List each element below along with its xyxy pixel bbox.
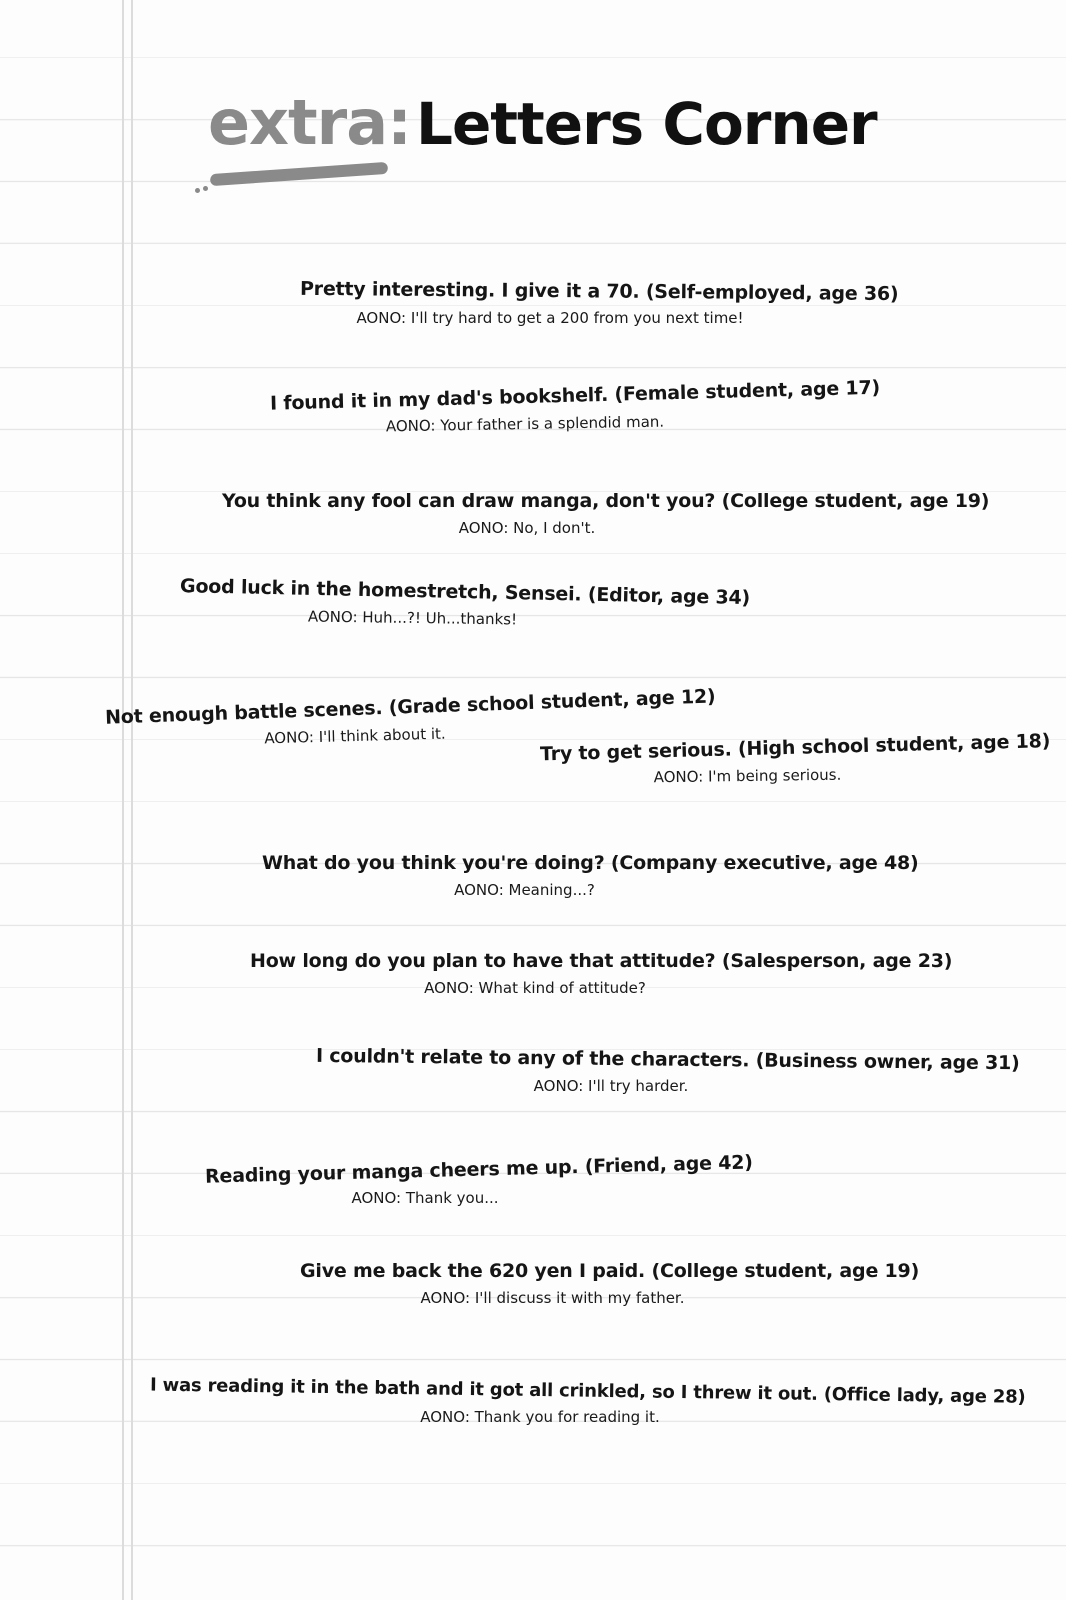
reader-letter: How long do you plan to have that attitude? (Salesperson, age 23): [250, 950, 953, 972]
aono-reply: AONO: Thank you for reading it.: [420, 1408, 660, 1426]
aono-reply: AONO: I'll think about it.: [264, 724, 446, 748]
letter-entry: [262, 852, 919, 899]
aono-reply: AONO: I'll try hard to get a 200 from you next time!: [356, 309, 744, 327]
aono-reply: AONO: I'll discuss it with my father.: [420, 1289, 685, 1307]
reader-letter: Reading your manga cheers me up. (Friend, age 42): [204, 1151, 754, 1188]
letter-entry: [250, 950, 953, 997]
aono-reply: AONO: No, I don't.: [458, 519, 596, 537]
title-underline-stroke: [210, 162, 388, 186]
notebook-margin-line: [131, 0, 133, 1600]
letter-entry: [179, 575, 751, 629]
notebook-margin-line: [122, 0, 124, 1600]
aono-reply: AONO: I'll try harder.: [533, 1077, 689, 1095]
reader-letter: Not enough battle scenes. (Grade school student, age 12): [104, 685, 716, 729]
aono-reply: AONO: Your father is a splendid man.: [385, 412, 665, 436]
letter-entry: [539, 730, 1051, 787]
letter-entry: [269, 376, 881, 436]
title-extra-label: extra:: [208, 86, 411, 159]
aono-reply: AONO: Meaning...?: [454, 881, 595, 899]
reader-letter: What do you think you're doing? (Company executive, age 48): [262, 852, 919, 874]
aono-reply: AONO: What kind of attitude?: [424, 979, 646, 997]
letter-entry: [222, 490, 990, 537]
aono-reply: AONO: Huh...?! Uh...thanks!: [307, 607, 518, 629]
letter-entry: [300, 1260, 920, 1307]
title-dot: [203, 186, 208, 191]
letter-entry: [149, 1374, 1026, 1426]
reader-letter: I was reading it in the bath and it got all crinkled, so I threw it out. (Office lady, age 28): [149, 1374, 1026, 1408]
reader-letter: Give me back the 620 yen I paid. (College student, age 19): [300, 1260, 920, 1282]
letter-entry: [104, 685, 716, 748]
page-title: [208, 86, 877, 159]
letter-entry: [299, 277, 899, 327]
title-dot: [195, 188, 200, 193]
reader-letter: Pretty interesting. I give it a 70. (Self-employed, age 36): [299, 277, 899, 306]
letter-entry: [315, 1044, 1020, 1095]
aono-reply: AONO: Thank you...: [351, 1189, 499, 1207]
letter-entry: [204, 1151, 754, 1207]
reader-letter: I couldn't relate to any of the characters. (Business owner, age 31): [315, 1044, 1020, 1075]
reader-letter: I found it in my dad's bookshelf. (Female student, age 17): [269, 376, 881, 415]
reader-letter: Good luck in the homestretch, Sensei. (Editor, age 34): [179, 575, 751, 610]
reader-letter: You think any fool can draw manga, don't you? (College student, age 19): [222, 490, 990, 512]
reader-letter: Try to get serious. (High school student, age 18): [539, 730, 1051, 766]
aono-reply: AONO: I'm being serious.: [653, 765, 842, 787]
title-main-label: Letters Corner: [415, 90, 877, 158]
